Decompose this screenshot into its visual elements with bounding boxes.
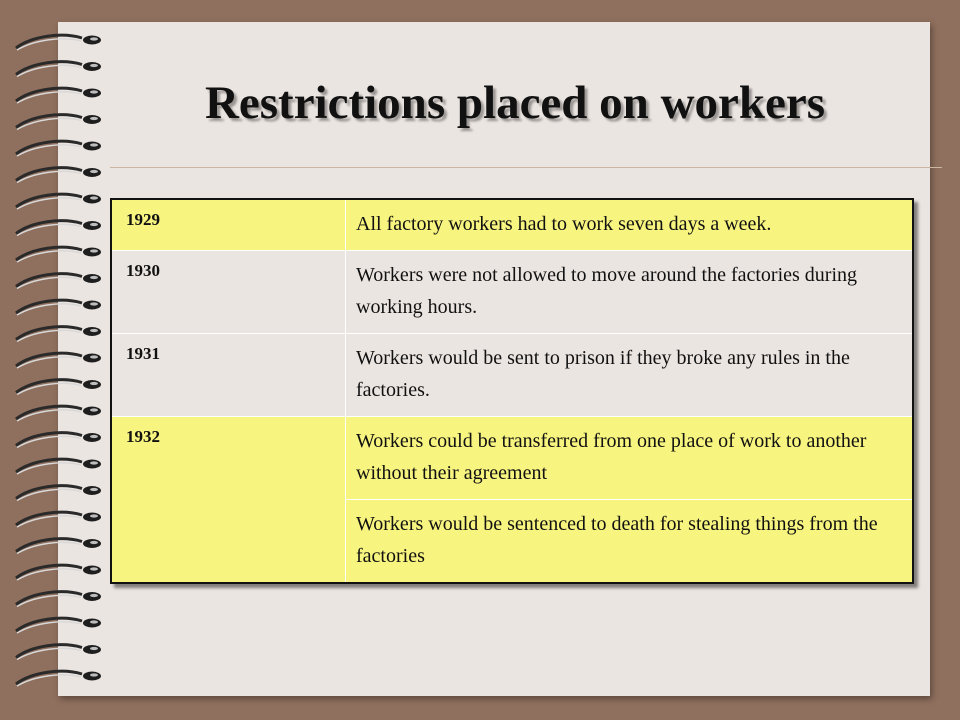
binding-hole-shine xyxy=(90,223,98,226)
binding-hole-shine xyxy=(90,673,98,676)
binding-hole-shine xyxy=(90,170,98,173)
table-row xyxy=(111,417,913,500)
restriction-cell: Workers were not allowed to move around the factories during working hours. xyxy=(346,251,914,334)
binding-hole-shine xyxy=(90,249,98,252)
restriction-cell: Workers would be sentenced to death for stealing things from the factories xyxy=(346,500,914,584)
binding-hole-shine xyxy=(90,461,98,464)
binding-hole-shine xyxy=(90,620,98,623)
binding-hole-shine xyxy=(90,408,98,411)
binding-hole-shine xyxy=(90,37,98,40)
binding-hole-shine xyxy=(90,435,98,438)
binding-hole-shine xyxy=(90,488,98,491)
restriction-cell: Workers would be sent to prison if they broke any rules in the factories. xyxy=(346,334,914,417)
table-row xyxy=(111,251,913,334)
binding-hole-shine xyxy=(90,355,98,358)
year-cell: 1932 xyxy=(111,417,346,584)
year-cell: 1931 xyxy=(111,334,346,417)
binding-hole-shine xyxy=(90,541,98,544)
binding-hole-shine xyxy=(90,382,98,385)
binding-hole-shine xyxy=(90,594,98,597)
binding-hole-shine xyxy=(90,329,98,332)
spiral-binding-icon xyxy=(12,30,112,700)
binding-hole-shine xyxy=(90,647,98,650)
restriction-cell: Workers could be transferred from one place of work to another without their agreement xyxy=(346,417,914,500)
table-row xyxy=(111,199,913,251)
year-cell: 1930 xyxy=(111,251,346,334)
title-divider xyxy=(110,167,942,168)
binding-hole-shine xyxy=(90,143,98,146)
year-cell: 1929 xyxy=(111,199,346,251)
binding-hole-shine xyxy=(90,567,98,570)
binding-hole-shine xyxy=(90,302,98,305)
binding-hole-shine xyxy=(90,64,98,67)
binding-hole-shine xyxy=(90,514,98,517)
binding-hole-shine xyxy=(90,276,98,279)
slide-title: Restrictions placed on workers xyxy=(204,77,826,129)
restrictions-table xyxy=(110,198,914,584)
table-row xyxy=(111,334,913,417)
binding-hole-shine xyxy=(90,196,98,199)
restriction-cell: All factory workers had to work seven days a week. xyxy=(346,199,914,251)
